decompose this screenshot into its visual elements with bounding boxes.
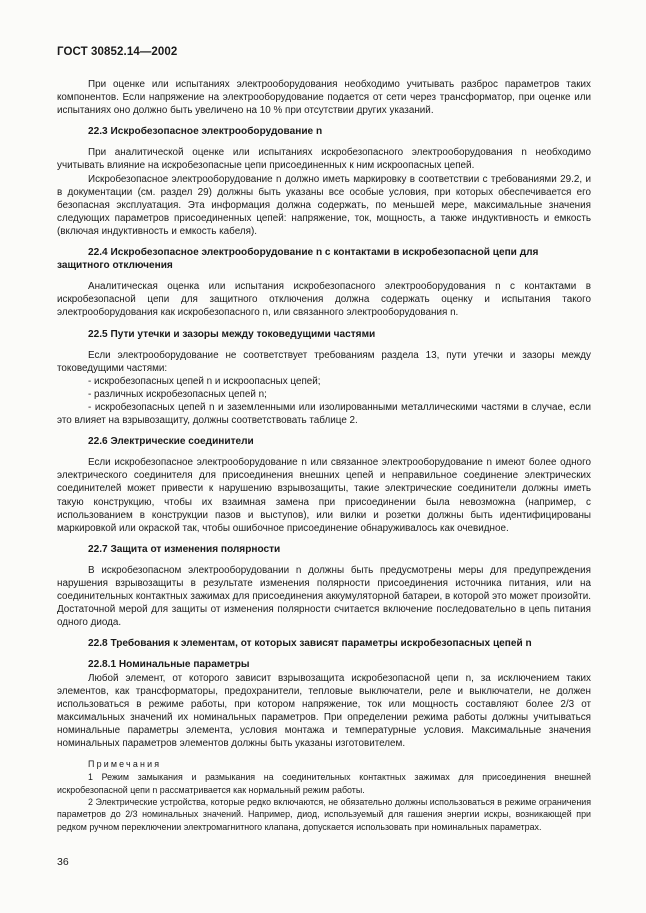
- section-22-4-heading-line: 22.4 Искробезопасное электрооборудование n с контактами в искробезопасной цепи для: [88, 247, 539, 259]
- list-item: - искробезопасных цепей n и искроопасных цепей;: [88, 375, 321, 387]
- section-22-3-heading: 22.3 Искробезопасное электрооборудование n: [88, 126, 323, 138]
- section-22-3-paragraph: При аналитической оценке или испытаниях искробезопасного электрооборудования n необходимо учитывать влияние на искробезопасные цепи присоединенных к ним искроопасных цепей.: [57, 147, 591, 172]
- standard-designation: ГОСТ 30852.14—2002: [57, 46, 178, 58]
- page-number: 36: [57, 856, 69, 868]
- section-22-8-heading: 22.8 Требования к элементам, от которых зависят параметры искробезопасных цепей n: [88, 638, 532, 650]
- notes-heading: Примечания: [88, 759, 162, 770]
- section-22-5-intro: Если электрооборудование не соответствует требованиям раздела 13, пути утечки и зазоры между токоведущими частями:: [57, 349, 591, 374]
- page-content: [57, 78, 591, 833]
- section-22-7-heading: 22.7 Защита от изменения полярности: [88, 543, 281, 555]
- section-22-8-1-paragraph: Любой элемент, от которого зависит взрывозащита искробезопасной цепи n, за исключением таких элементов, как трансформаторы, предохранители, тепловые выключатели, реле и выключатели, не должен использоваться в режиме работы, при котором напряжение, ток или мощность составляют более 2/3 от максимальных значений их номинальных параметров. При определении режима работы должны учитываться номинальные параметры элемента, условия монтажа и температурные условия. Максимальные значения номинальных параметров элементов должны быть указаны изготовителем.: [57, 672, 591, 750]
- section-22-4-heading-tail: защитного отключения: [57, 260, 173, 272]
- list-item-last: - искробезопасных цепей n и заземленными или изолированными металлическими частями в случае, если это влияет на взрывозащиту, должны соответствовать таблице 2.: [57, 401, 591, 427]
- intro-paragraph: При оценке или испытаниях электрооборудования необходимо учитывать разброс параметров таких компонентов. Если напряжение на электрооборудование подается от сети через трансформатор, при оценке или испытаниях оно должно быть увеличено на 10 % при отсутствии других указаний.: [57, 79, 591, 117]
- section-22-6-heading: 22.6 Электрические соединители: [88, 436, 254, 448]
- note-item: 1 Режим замыкания и размыкания на соединительных контактных зажимах для присоединения внешней искробезопасной цепи n рассматривается как нормальный режим работы.: [57, 772, 591, 795]
- list-item: - различных искробезопасных цепей n;: [88, 388, 267, 400]
- section-22-7-paragraph: В искробезопасном электрооборудовании n должны быть предусмотрены меры для предупреждения нарушения взрывозащиты в результате изменения полярности присоединения источника питания, или на соединительных контактных зажимах для присоединения аккумуляторной батареи, в которой это может произойти. Достаточной мерой для защиты от изменения полярности считается включение последовательно в цепь питания одного диода.: [57, 564, 591, 629]
- section-22-5-heading: 22.5 Пути утечки и зазоры между токоведущими частями: [88, 328, 376, 340]
- note-item: 2 Электрические устройства, которые редко включаются, не обязательно должны использоваться в режиме ограничения параметров до 2/3 номинальных значений. Например, диод, используемый для гашения энергии искры, возникающей при редком ручном переключении электромагнитного клапана, допускается использовать при номинальных параметрах.: [57, 797, 591, 832]
- section-22-4-heading: [57, 246, 591, 272]
- section-22-4-paragraph: Аналитическая оценка или испытания искробезопасного электрооборудования n с контактами в искробезопасной цепи для защитного отключения должна содержать оценку и испытания такого электрооборудования как искробезопасного n, или связанного электрооборудования n.: [57, 281, 591, 319]
- section-22-6-paragraph: Если искробезопасное электрооборудование n или связанное электрооборудование n имеют более одного электрического соединителя для присоединения внешних цепей и неправильное соединение электрических соединителей может привести к нарушению взрывозащиты, такие электрические соединители должны иметь такую конструкцию, чтобы их взаимная замена при присоединении была невозможна (например, с использованием в конструкции пазов и выступов), или вилки и розетки должны быть идентифицированы маркировкой или окраской так, чтобы ошибочное присоединение обнаруживалось как очевидное.: [57, 457, 591, 534]
- section-22-3-paragraph: Искробезопасное электрооборудование n должно иметь маркировку в соответствии с требованиями 29.2, и в документации (см. раздел 29) должны быть указаны все особые условия, при которых обеспечивается его безопасная эксплуатация. Эта информация должна содержать, по меньшей мере, максимальные значения следующих параметров присоединенных цепей: напряжение, ток, мощность, а также индуктивность и емкость (включая индуктивность и емкость кабеля).: [57, 173, 591, 237]
- section-22-8-1-heading: 22.8.1 Номинальные параметры: [88, 659, 250, 671]
